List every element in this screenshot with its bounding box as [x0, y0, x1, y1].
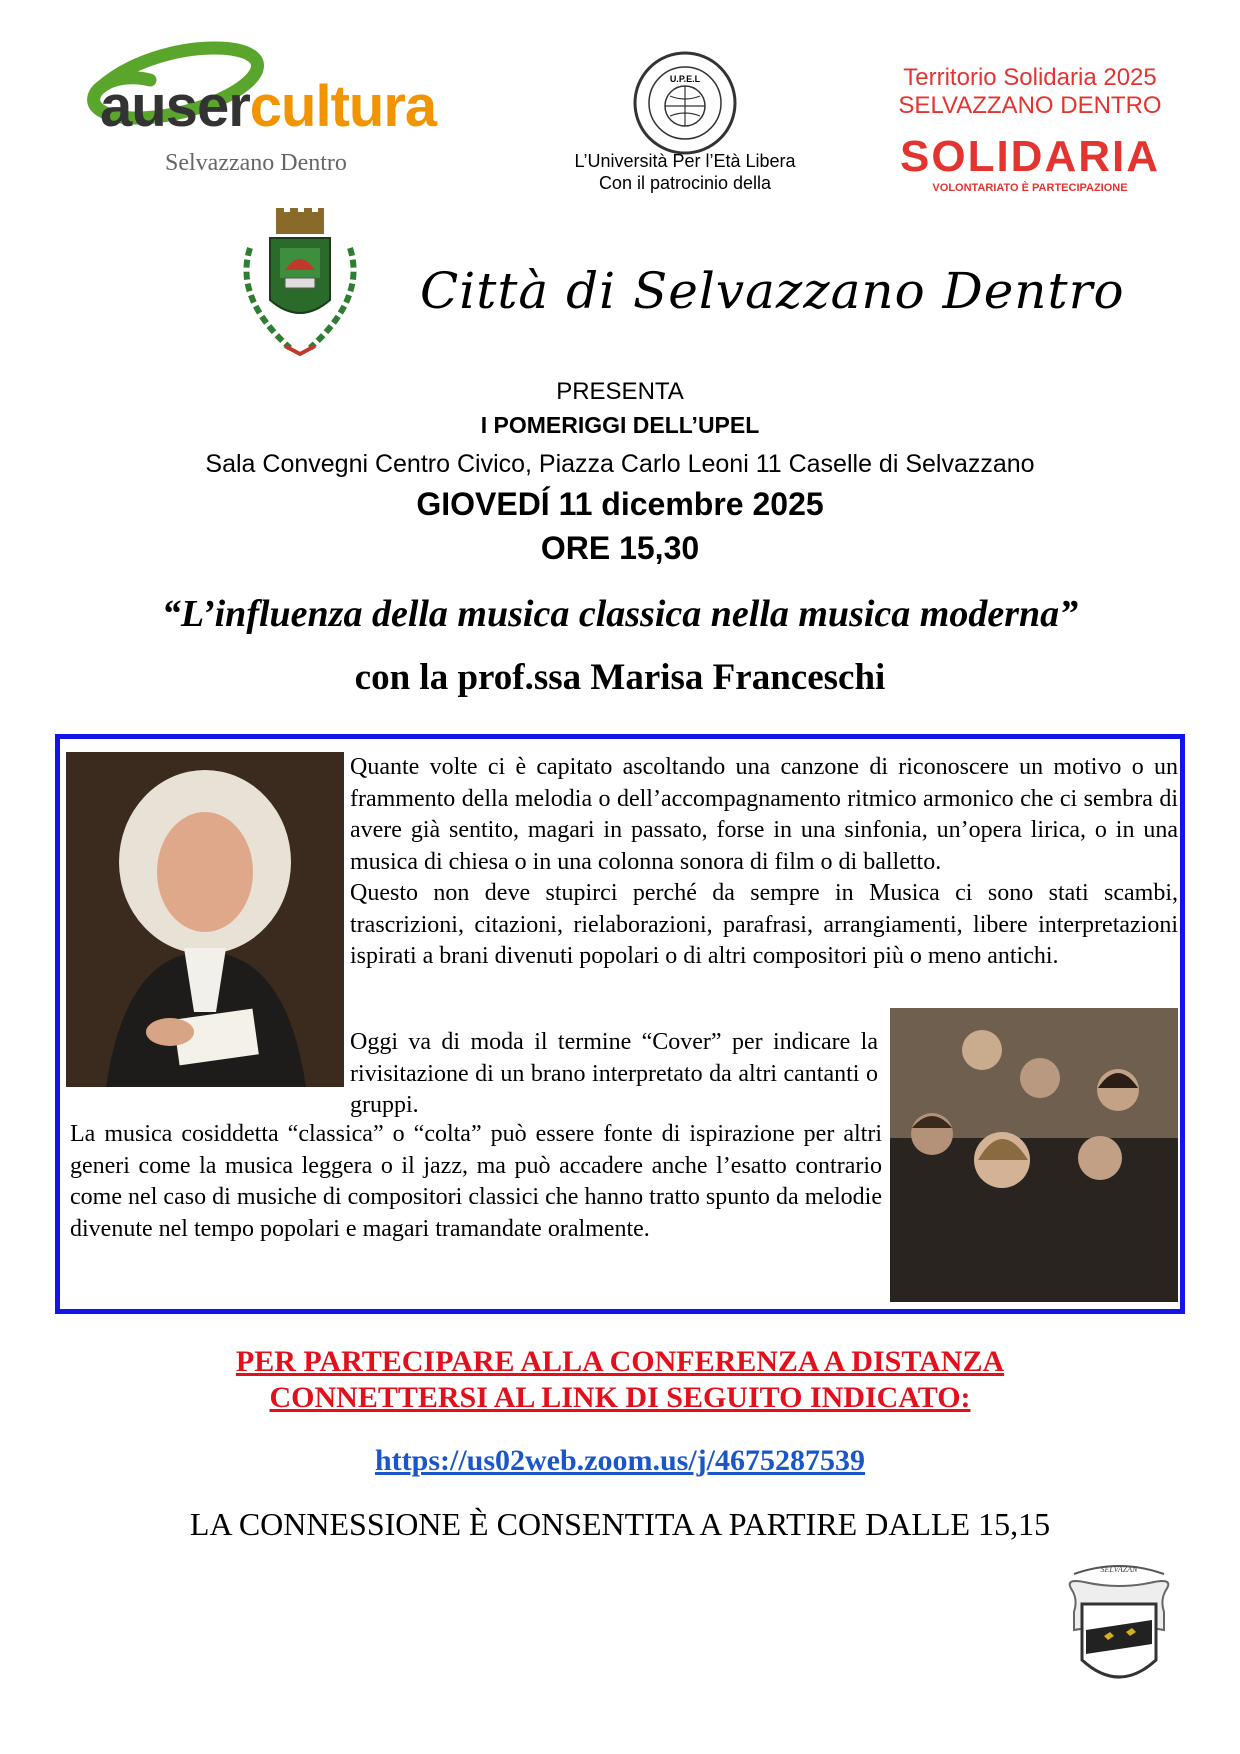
auser-word: auser	[100, 74, 250, 139]
solidaria-line-2: SELVAZZANO DENTRO	[898, 92, 1162, 119]
event-time: ORE 15,30	[540, 530, 700, 566]
event-date: GIOVEDÍ 11 dicembre 2025	[416, 486, 824, 522]
bach-portrait-image	[66, 752, 344, 1087]
solidaria-tagline: VOLONTARIATO È PARTECIPAZIONE	[932, 182, 1128, 194]
city-crest-icon	[230, 208, 370, 360]
paragraph-block-bottom	[70, 1119, 882, 1245]
band-photo-image	[890, 1008, 1178, 1302]
series-title: I POMERIGGI DELL’UPEL	[480, 412, 760, 438]
talk-title: “L’influenza della musica classica nella musica moderna”	[161, 593, 1079, 635]
zoom-link[interactable]: https://us02web.zoom.us/j/4675287539	[374, 1444, 866, 1477]
presenta-label: PRESENTA	[556, 378, 684, 405]
solidaria-logo	[860, 64, 1200, 194]
auser-subtitle: Selvazzano Dentro	[165, 150, 347, 176]
paragraph-block-top	[350, 752, 1178, 973]
city-title: Città di Selvazzano Dentro	[420, 262, 1125, 320]
paragraph-4: La musica cosiddetta “classica” o “colta” può essere fonte di ispirazione per altri generi come la musica leggera o il jazz, ma può accadere anche l’esatto contrario come nel caso di musiche di compositori classici che hanno tratto spunto da melodie divenute nel tempo popolari e magari tramandate oralmente.	[70, 1121, 882, 1242]
selvazzano-stamp-icon	[1064, 1560, 1174, 1696]
upel-seal-icon	[630, 48, 740, 158]
upel-caption	[520, 150, 850, 194]
upel-line-1: L’Università Per l’Età Libera	[574, 151, 796, 171]
solidaria-name: SOLIDARIA	[900, 132, 1160, 181]
stamp-text: SELVAZAN	[1100, 1565, 1138, 1574]
paragraph-2: Questo non deve stupirci perché da sempre in Musica ci sono stati scambi, trascrizioni, citazioni, rielaborazioni, parafrasi, arrangiamenti, libere interpretazioni ispirati a brani divenuti popolari o di altri compositori più o meno antichi.	[350, 880, 1178, 969]
cta-line-2: CONNETTERSI AL LINK DI SEGUITO INDICATO:	[269, 1381, 971, 1414]
speaker-line: con la prof.ssa Marisa Franceschi	[354, 657, 886, 698]
cultura-word: cultura	[249, 74, 437, 139]
connection-note: LA CONNESSIONE È CONSENTITA A PARTIRE DALLE 15,15	[189, 1506, 1051, 1542]
auser-cultura-wordmark	[100, 74, 437, 139]
paragraph-block-middle	[350, 1027, 878, 1122]
upel-seal-text: U.P.E.L	[669, 74, 701, 84]
upel-line-2: Con il patrocinio della	[598, 173, 772, 193]
solidaria-line-1: Territorio Solidaria 2025	[903, 64, 1157, 91]
paragraph-1: Quante volte ci è capitato ascoltando una canzone di riconoscere un motivo o un frammento della melodia o dell’accompagnamento ritmico armonico che ci sembra di avere già sentito, magari in passato, forse in una sinfonia, un’opera lirica, o in una musica di chiesa o in una colonna sonora di film o di balletto.	[350, 754, 1178, 875]
paragraph-3: Oggi va di moda il termine “Cover” per indicare la rivisitazione di un brano interpretato da altri cantanti o gruppi.	[350, 1029, 878, 1118]
venue-address: Sala Convegni Centro Civico, Piazza Carlo Leoni 11 Caselle di Selvazzano	[205, 450, 1035, 478]
cta-line-1: PER PARTECIPARE ALLA CONFERENZA A DISTANZA	[235, 1345, 1005, 1378]
